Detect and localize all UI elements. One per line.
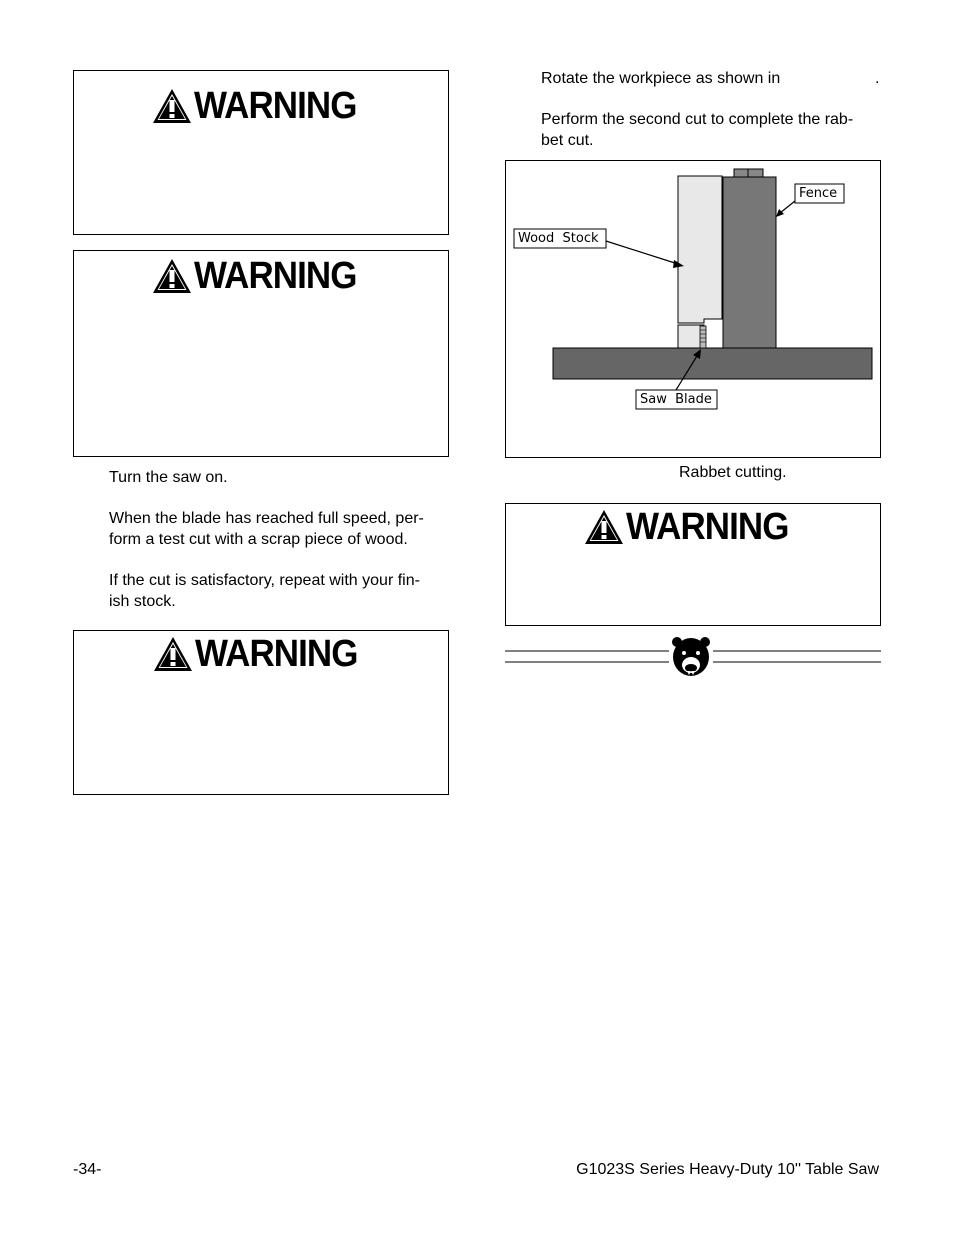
warning-box-2 bbox=[73, 250, 449, 457]
step-second-cut-line2: bet cut. bbox=[541, 132, 594, 149]
step-repeat-line2: ish stock. bbox=[109, 593, 176, 610]
fence-label: Fence bbox=[799, 186, 838, 201]
page-number: -34- bbox=[73, 1161, 102, 1178]
warning-word: WARNING bbox=[193, 85, 357, 127]
wood-stock-label: Wood Stock bbox=[518, 231, 599, 246]
rabbet-cut-diagram bbox=[506, 161, 879, 456]
warning-box-1 bbox=[73, 70, 449, 235]
step-rotate bbox=[541, 68, 881, 89]
footer-title: G1023S Series Heavy-Duty 10'' Table Saw bbox=[576, 1161, 879, 1178]
warning-triangle-icon bbox=[152, 88, 192, 124]
step-rotate-text: Rotate the workpiece as shown in bbox=[541, 70, 781, 87]
warning-box-3 bbox=[73, 630, 449, 795]
warning-word: WARNING bbox=[193, 255, 357, 297]
warning-header bbox=[74, 87, 448, 125]
warning-word: WARNING bbox=[195, 633, 358, 675]
step-test-cut-line2: form a test cut with a scrap piece of wood. bbox=[109, 531, 408, 548]
warning-header bbox=[74, 257, 448, 295]
warning-header bbox=[74, 635, 448, 673]
step-repeat-line1: If the cut is satisfactory, repeat with your fin- bbox=[109, 572, 420, 589]
saw-blade-label: Saw Blade bbox=[640, 392, 712, 407]
step-turn-on: Turn the saw on. bbox=[109, 469, 228, 486]
step-rotate-end: . bbox=[875, 70, 880, 87]
warning-triangle-icon bbox=[153, 636, 193, 672]
step-test-cut-line1: When the blade has reached full speed, per- bbox=[109, 510, 424, 527]
warning-word: WARNING bbox=[625, 506, 789, 548]
figure-caption: Rabbet cutting. bbox=[679, 464, 787, 481]
warning-triangle-icon bbox=[152, 258, 192, 294]
warning-header bbox=[506, 508, 880, 546]
rabbet-figure-frame bbox=[505, 160, 881, 458]
bear-head-logo-icon bbox=[672, 637, 710, 676]
step-second-cut-line1: Perform the second cut to complete the rab- bbox=[541, 111, 854, 128]
saw-blade bbox=[700, 326, 706, 348]
fence bbox=[723, 177, 776, 348]
warning-triangle-icon bbox=[584, 509, 624, 545]
saw-table bbox=[553, 348, 872, 379]
section-divider bbox=[505, 637, 881, 681]
warning-box-4 bbox=[505, 503, 881, 626]
wood-stock bbox=[678, 176, 722, 323]
